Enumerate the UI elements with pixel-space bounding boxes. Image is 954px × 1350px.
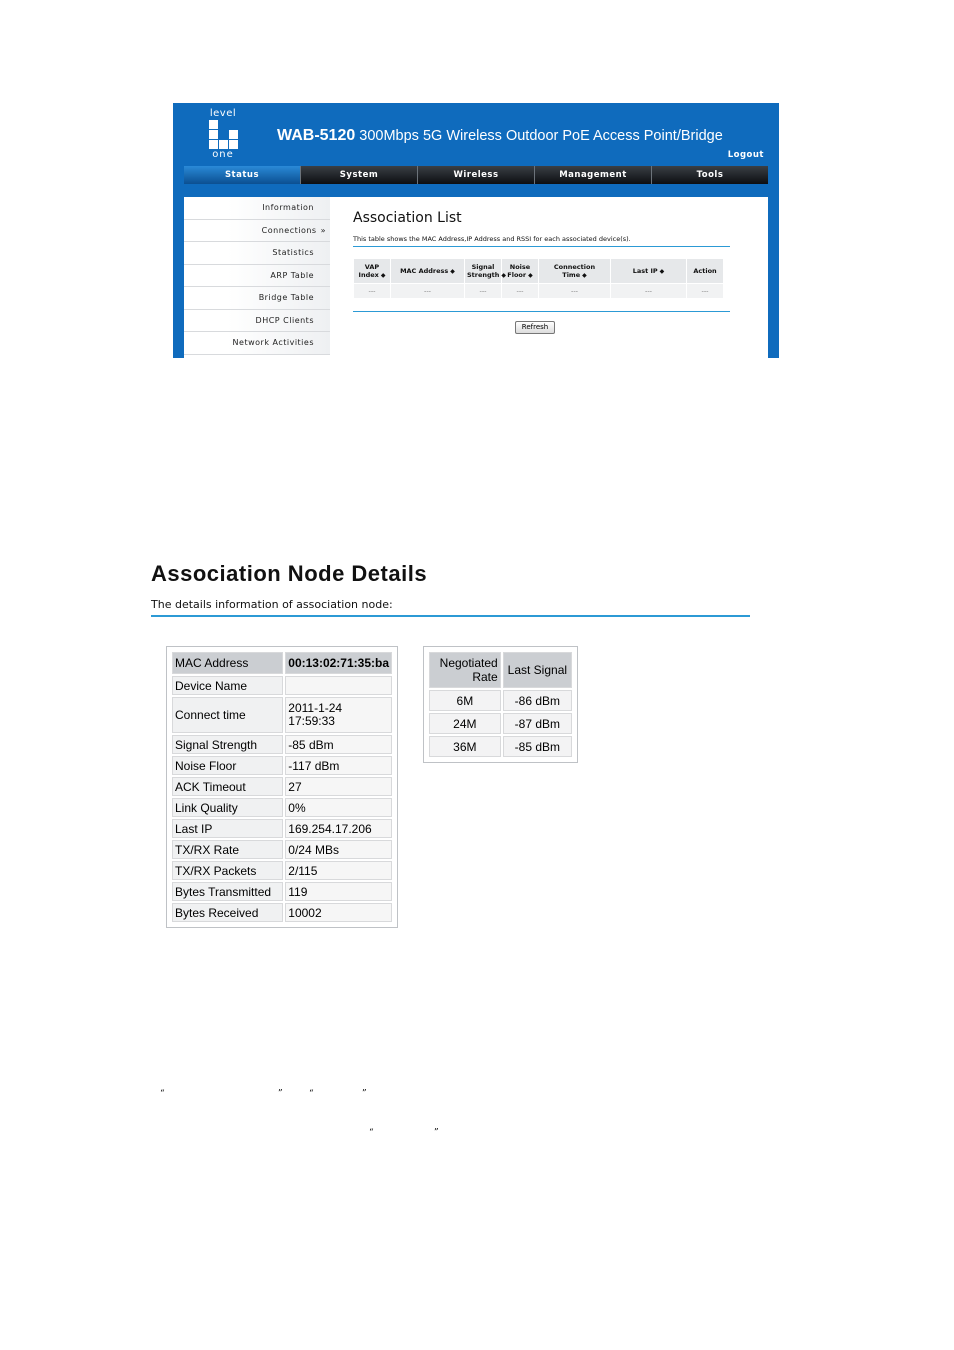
field-value: 10002: [285, 903, 392, 922]
field-value: 169.254.17.206: [285, 819, 392, 838]
table-row: [172, 861, 392, 880]
product-description: 300Mbps 5G Wireless Outdoor PoE Access Point/Bridge: [359, 128, 723, 144]
sidebar-item-statistics[interactable]: [184, 242, 330, 265]
sidebar: [184, 197, 330, 355]
table-cell: ---: [354, 284, 391, 299]
tab-management[interactable]: Management: [535, 166, 652, 184]
sidebar-item-information[interactable]: [184, 197, 330, 220]
field-label: TX/RX Rate: [172, 840, 283, 859]
table-row: [429, 652, 572, 688]
tab-tools[interactable]: Tools: [696, 170, 724, 180]
table-row: [172, 798, 392, 817]
node-details-box: [166, 646, 398, 928]
sidebar-item-label: DHCP Clients: [255, 315, 314, 325]
page-description: This table shows the MAC Address,IP Address and RSSI for each associated device(s).: [353, 235, 631, 243]
table-cell: ---: [687, 284, 724, 299]
field-label: Signal Strength: [172, 735, 283, 754]
sort-icon: ◆: [450, 267, 455, 275]
sidebar-item-label: Information: [262, 203, 314, 212]
field-value: [285, 676, 392, 695]
field-label: Bytes Transmitted: [172, 882, 283, 901]
sort-icon: ◆: [380, 271, 386, 279]
field-value: 2/115: [285, 861, 392, 880]
sort-icon: ◆: [582, 271, 587, 279]
sidebar-item-label: Bridge Table: [258, 293, 314, 302]
divider: [151, 615, 750, 617]
sidebar-item-arp-table[interactable]: [184, 265, 330, 288]
table-row: [172, 840, 392, 859]
levelone-logo: [206, 109, 240, 161]
logo-mark-icon: [209, 120, 238, 149]
field-label: Bytes Received: [172, 903, 283, 922]
column-header-label: MAC Address: [400, 266, 449, 275]
field-label: ACK Timeout: [172, 777, 283, 796]
tab-wireless[interactable]: Wireless: [418, 166, 535, 184]
logo-text-bottom: one: [212, 149, 234, 160]
table-row: [354, 284, 724, 299]
rate-cell: 6M: [429, 690, 501, 711]
field-value: -117 dBm: [285, 756, 392, 775]
logo-text-top: level: [209, 108, 237, 119]
tab-status[interactable]: Status: [184, 166, 301, 184]
chevron-right-double-icon: »: [320, 225, 326, 235]
field-value: 0%: [285, 798, 392, 817]
page-title: Association List: [353, 210, 462, 226]
sidebar-item-label: Network Activities: [232, 338, 314, 347]
sort-icon: ◆: [528, 271, 533, 279]
field-label: Link Quality: [172, 798, 283, 817]
main-nav: [184, 166, 768, 184]
column-header-label: Noise Floor: [507, 262, 531, 279]
field-value: -85 dBm: [285, 735, 392, 754]
divider: [353, 311, 730, 312]
quote-mark-close: ”: [434, 1128, 439, 1138]
column-header-label: VAP Index: [358, 262, 380, 279]
table-row: [429, 736, 572, 757]
column-header-label: Action: [693, 267, 717, 275]
quote-mark-close: ”: [278, 1089, 283, 1099]
rate-signal-table: [427, 650, 574, 759]
sidebar-item-label: Connections: [261, 225, 317, 235]
column-header-last-ip[interactable]: [611, 259, 687, 284]
table-cell: ---: [539, 284, 611, 299]
column-header-negotiated-rate: Negotiated Rate: [429, 652, 501, 688]
sort-icon: ◆: [659, 267, 665, 275]
signal-cell: -86 dBm: [503, 690, 572, 711]
field-value: 0/24 MBs: [285, 840, 392, 859]
node-details-table: [170, 650, 394, 924]
sidebar-item-network-activities[interactable]: [184, 332, 330, 355]
refresh-button[interactable]: Refresh: [515, 321, 555, 334]
logout-link[interactable]: Logout: [727, 150, 764, 160]
product-title: [277, 127, 723, 145]
field-label: TX/RX Packets: [172, 861, 283, 880]
rate-cell: 36M: [429, 736, 501, 757]
field-value: 00:13:02:71:35:ba: [285, 652, 392, 674]
column-header-label: Last IP: [632, 266, 658, 275]
table-cell: ---: [611, 284, 687, 299]
column-header-last-signal: Last Signal: [503, 652, 572, 688]
column-header-vap-index[interactable]: [354, 259, 391, 284]
field-label: Noise Floor: [172, 756, 283, 775]
rate-signal-box: [423, 646, 578, 763]
table-row: [429, 713, 572, 734]
signal-cell: -85 dBm: [503, 736, 572, 757]
table-row: [172, 756, 392, 775]
table-row: [429, 690, 572, 711]
quote-mark-close: ”: [362, 1089, 367, 1099]
column-header-action: [687, 259, 724, 284]
field-label: MAC Address: [172, 652, 283, 674]
table-cell: ---: [391, 284, 465, 299]
column-header-label: Signal Strength: [467, 262, 500, 279]
quote-mark-open: “: [309, 1089, 314, 1099]
quote-mark-open: “: [160, 1089, 165, 1099]
product-model: WAB-5120: [277, 127, 356, 144]
column-header-mac-address[interactable]: [391, 259, 465, 284]
sidebar-item-label: ARP Table: [270, 270, 314, 280]
sidebar-item-connections[interactable]: [184, 220, 330, 243]
table-row: [172, 676, 392, 695]
sort-icon: ◆: [501, 271, 507, 279]
table-row: [172, 903, 392, 922]
column-header-connection-time[interactable]: [539, 259, 611, 284]
quote-mark-open: “: [369, 1128, 374, 1138]
divider: [353, 246, 730, 247]
field-value: 27: [285, 777, 392, 796]
field-label: Device Name: [172, 676, 283, 695]
table-row: [172, 697, 392, 733]
sidebar-item-dhcp-clients[interactable]: [184, 310, 330, 333]
table-row: [172, 777, 392, 796]
table-row: [172, 819, 392, 838]
association-table: [353, 258, 724, 299]
table-cell: ---: [502, 284, 539, 299]
sidebar-item-label: Statistics: [272, 248, 314, 257]
signal-cell: -87 dBm: [503, 713, 572, 734]
column-header-label: Connection Time: [553, 262, 596, 279]
sidebar-item-bridge-table[interactable]: [184, 287, 330, 310]
tab-system[interactable]: System: [301, 166, 418, 184]
content-area: [184, 197, 768, 358]
table-row: [172, 652, 392, 674]
field-value: 119: [285, 882, 392, 901]
router-web-ui-panel: [173, 103, 779, 358]
table-cell: ---: [465, 284, 502, 299]
field-value: 2011-1-24 17:59:33: [285, 697, 392, 733]
column-header-noise-floor[interactable]: [502, 259, 539, 284]
field-label: Last IP: [172, 819, 283, 838]
details-title: Association Node Details: [151, 561, 428, 586]
details-description: The details information of association node:: [151, 598, 393, 611]
table-row: [172, 735, 392, 754]
column-header-signal-strength[interactable]: [465, 259, 507, 284]
table-row: [172, 882, 392, 901]
rate-cell: 24M: [429, 713, 501, 734]
field-label: Connect time: [172, 697, 283, 733]
